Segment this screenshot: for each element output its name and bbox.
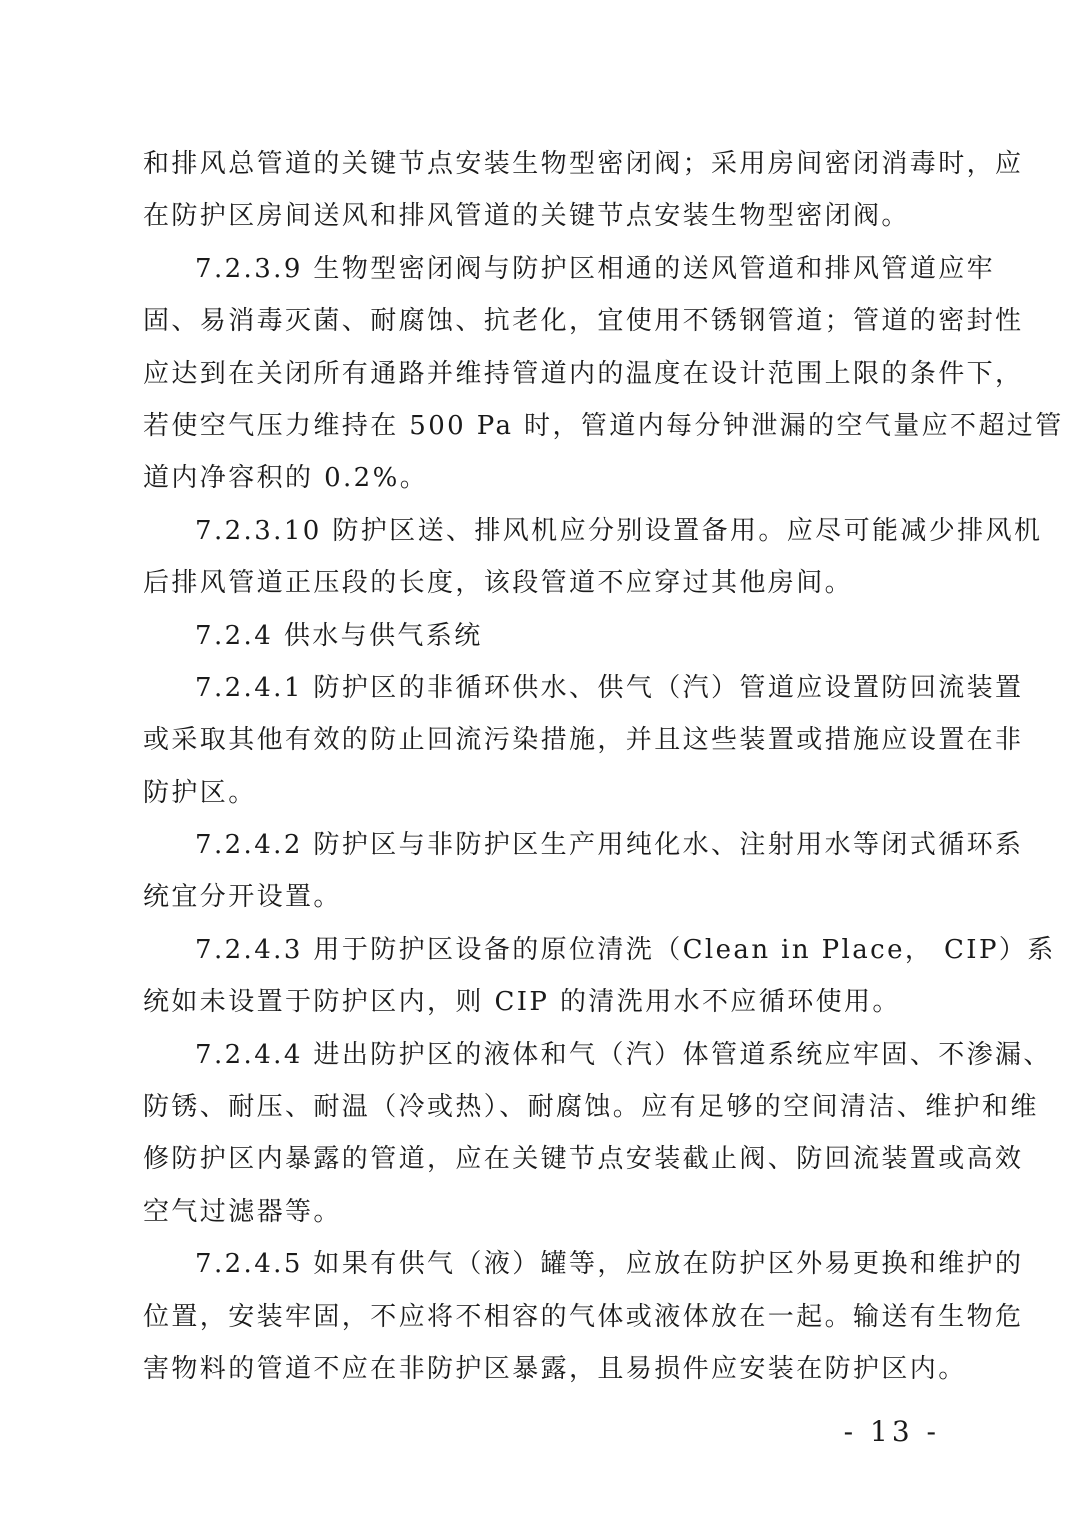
clause-7-2-3-9: 7.2.3.9 生物型密闭阀与防护区相通的送风管道和排风管道应牢: [195, 253, 996, 284]
text-line: 防锈、耐压、耐温（冷或热）、耐腐蚀。应有足够的空间清洁、维护和维: [143, 1092, 1039, 1123]
clause-7-2-4-5: 7.2.4.5 如果有供气（液）罐等，应放在防护区外易更换和维护的: [195, 1249, 1024, 1280]
clause-7-2-4-4: 7.2.4.4 进出防护区的液体和气（汽）体管道系统应牢固、不渗漏、: [195, 1039, 1052, 1070]
clause-7-2-4-1: 7.2.4.1 防护区的非循环供水、供气（汽）管道应设置防回流装置: [195, 672, 1024, 703]
section-heading-7-2-4: 7.2.4 供水与供气系统: [195, 620, 483, 651]
text-line: 应达到在关闭所有通路并维持管道内的温度在设计范围上限的条件下，: [143, 358, 1024, 389]
text-line: 后排风管道正压段的长度，该段管道不应穿过其他房间。: [143, 568, 854, 599]
text-line: 防护区。: [143, 777, 257, 808]
text-line: 空气过滤器等。: [143, 1196, 342, 1227]
clause-7-2-4-3: 7.2.4.3 用于防护区设备的原位清洗（Clean in Place， CIP）系: [195, 934, 1056, 965]
text-line: 在防护区房间送风和排风管道的关键节点安装生物型密闭阀。: [143, 201, 910, 232]
text-line: 位置，安装牢固，不应将不相容的气体或液体放在一起。输送有生物危: [143, 1301, 1024, 1332]
text-line: 或采取其他有效的防止回流污染措施，并且这些装置或措施应设置在非: [143, 725, 1024, 756]
text-line: 若使空气压力维持在 500 Pa 时，管道内每分钟泄漏的空气量应不超过管: [143, 410, 1064, 441]
text-line: 害物料的管道不应在非防护区暴露，且易损件应安装在防护区内。: [143, 1353, 967, 1384]
text-line: 固、易消毒灭菌、耐腐蚀、抗老化，宜使用不锈钢管道；管道的密封性: [143, 306, 1024, 337]
page-number: - 13 -: [843, 1415, 940, 1448]
text-line: 统宜分开设置。: [143, 882, 342, 913]
document-body: [143, 138, 1064, 1395]
text-line: 统如未设置于防护区内，则 CIP 的清洗用水不应循环使用。: [143, 987, 901, 1018]
text-line: 和排风总管道的关键节点安装生物型密闭阀；采用房间密闭消毒时，应: [143, 149, 1024, 179]
text-line: 修防护区内暴露的管道，应在关键节点安装截止阀、防回流装置或高效: [143, 1144, 1024, 1175]
clause-7-2-4-2: 7.2.4.2 防护区与非防护区生产用纯化水、注射用水等闭式循环系: [195, 830, 1024, 861]
text-line: 道内净容积的 0.2%。: [143, 463, 429, 494]
clause-7-2-3-10: 7.2.3.10 防护区送、排风机应分别设置备用。应尽可能减少排风机: [195, 515, 1043, 546]
